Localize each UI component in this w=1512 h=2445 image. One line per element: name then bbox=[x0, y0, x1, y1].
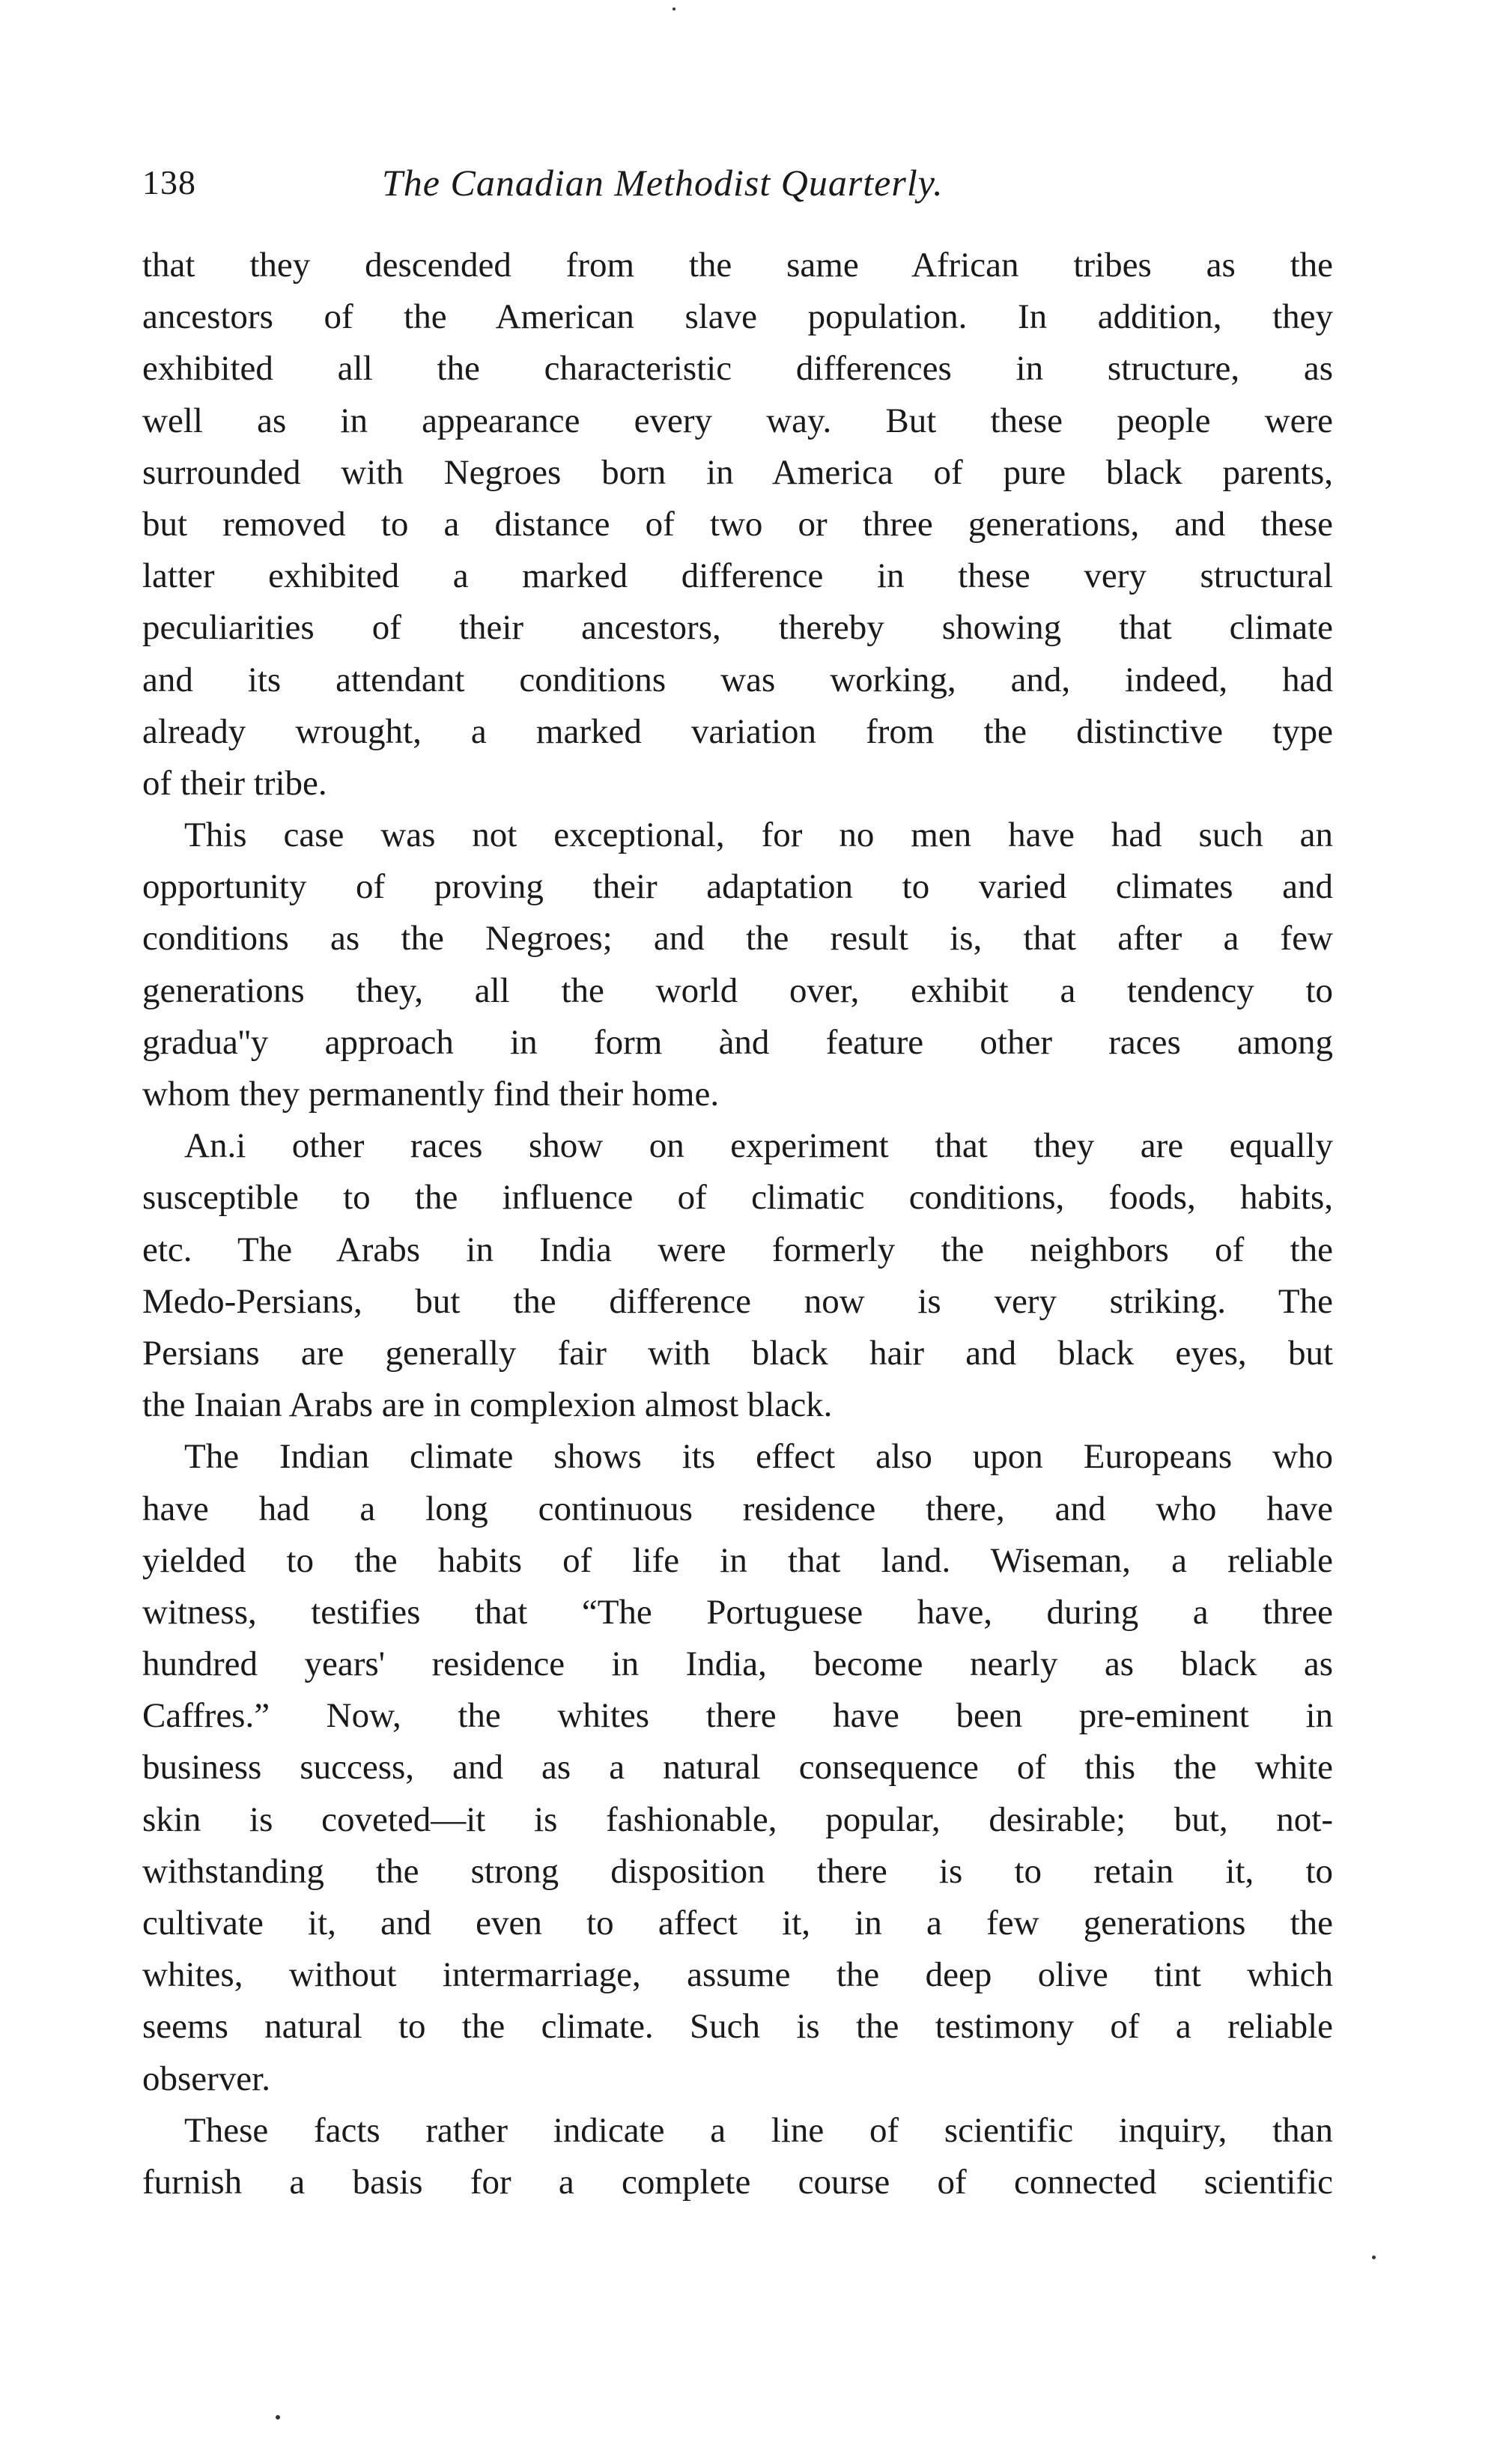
text-line: cultivate it, and even to affect it, in a few generations the bbox=[142, 1904, 1333, 1943]
text-line: etc. The Arabs in India were formerly the neighbors of the bbox=[142, 1230, 1333, 1269]
text-line: already wrought, a marked variation from the distinctive type bbox=[142, 711, 1333, 751]
text-line: exhibited all the characteristic differences in structure, as bbox=[142, 349, 1333, 389]
text-line: furnish a basis for a complete course of connected scientific bbox=[142, 2162, 1333, 2202]
running-title: The Canadian Methodist Quarterly. bbox=[382, 162, 944, 204]
text-line: surrounded with Negroes born in America of pure black parents, bbox=[142, 452, 1333, 492]
text-line: hundred years' residence in India, become nearly as black as bbox=[142, 1644, 1333, 1684]
text-line: These facts rather indicate a line of scientific inquiry, than bbox=[184, 2110, 1333, 2150]
text-line: seems natural to the climate. Such is the testimony of a reliable bbox=[142, 2007, 1333, 2047]
text-line: opportunity of proving their adaptation to varied climates and bbox=[142, 867, 1333, 907]
text-line: susceptible to the influence of climatic conditions, foods, habits, bbox=[142, 1178, 1333, 1218]
text-line: ancestors of the American slave population. In addition, they bbox=[142, 297, 1333, 337]
text-line: business success, and as a natural consequence of this the white bbox=[142, 1748, 1333, 1788]
body-text bbox=[142, 240, 1333, 2208]
text-line: generations they, all the world over, exhibit a tendency to bbox=[142, 971, 1333, 1010]
text-line: Persians are generally fair with black hair and black eyes, but bbox=[142, 1333, 1333, 1373]
text-line: of their tribe. bbox=[142, 763, 327, 803]
text-line: withstanding the strong disposition there is to retain it, to bbox=[142, 1851, 1333, 1891]
text-line: but removed to a distance of two or three generations, and these bbox=[142, 504, 1333, 544]
text-line: This case was not exceptional, for no men have had such an bbox=[184, 815, 1333, 855]
paragraph bbox=[142, 1431, 1333, 2104]
ink-speck-bottom bbox=[276, 2415, 280, 2420]
text-line: the Inaian Arabs are in complexion almost black. bbox=[142, 1385, 833, 1425]
text-line: well as in appearance every way. But these people were bbox=[142, 401, 1333, 440]
text-line: observer. bbox=[142, 2059, 270, 2098]
paragraph bbox=[142, 1120, 1333, 1431]
text-line: and its attendant conditions was working, and, indeed, had bbox=[142, 660, 1333, 699]
text-line: Caffres.” Now, the whites there have been pre-eminent in bbox=[142, 1696, 1333, 1736]
page-number: 138 bbox=[142, 163, 196, 201]
text-line: Medo-Persians, but the difference now is very striking. The bbox=[142, 1281, 1333, 1321]
ink-speck-right bbox=[1372, 2256, 1376, 2259]
text-line: have had a long continuous residence there, and who have bbox=[142, 1489, 1333, 1528]
text-line: yielded to the habits of life in that land. Wiseman, a reliable bbox=[142, 1540, 1333, 1580]
ink-speck-top bbox=[672, 7, 675, 10]
paragraph bbox=[142, 2105, 1333, 2208]
text-line: An.i other races show on experiment that they are equally bbox=[184, 1126, 1333, 1166]
text-line: peculiarities of their ancestors, thereby showing that climate bbox=[142, 608, 1333, 648]
text-line: conditions as the Negroes; and the result is, that after a few bbox=[142, 919, 1333, 959]
text-line: The Indian climate shows its effect also upon Europeans who bbox=[184, 1437, 1333, 1477]
text-line: skin is coveted—it is fashionable, popular, desirable; but, not- bbox=[142, 1799, 1333, 1839]
paragraph bbox=[142, 240, 1333, 810]
text-line: witness, testifies that “The Portuguese have, during a three bbox=[142, 1592, 1333, 1632]
page-header bbox=[142, 159, 1341, 207]
text-line: latter exhibited a marked difference in these very structural bbox=[142, 556, 1333, 596]
text-line: gradua''y approach in form ànd feature other races among bbox=[142, 1022, 1333, 1062]
text-line: whom they permanently find their home. bbox=[142, 1075, 720, 1114]
paragraph bbox=[142, 810, 1333, 1120]
text-line: that they descended from the same African tribes as the bbox=[142, 246, 1333, 285]
text-line: whites, without intermarriage, assume the deep olive tint which bbox=[142, 1955, 1333, 1995]
